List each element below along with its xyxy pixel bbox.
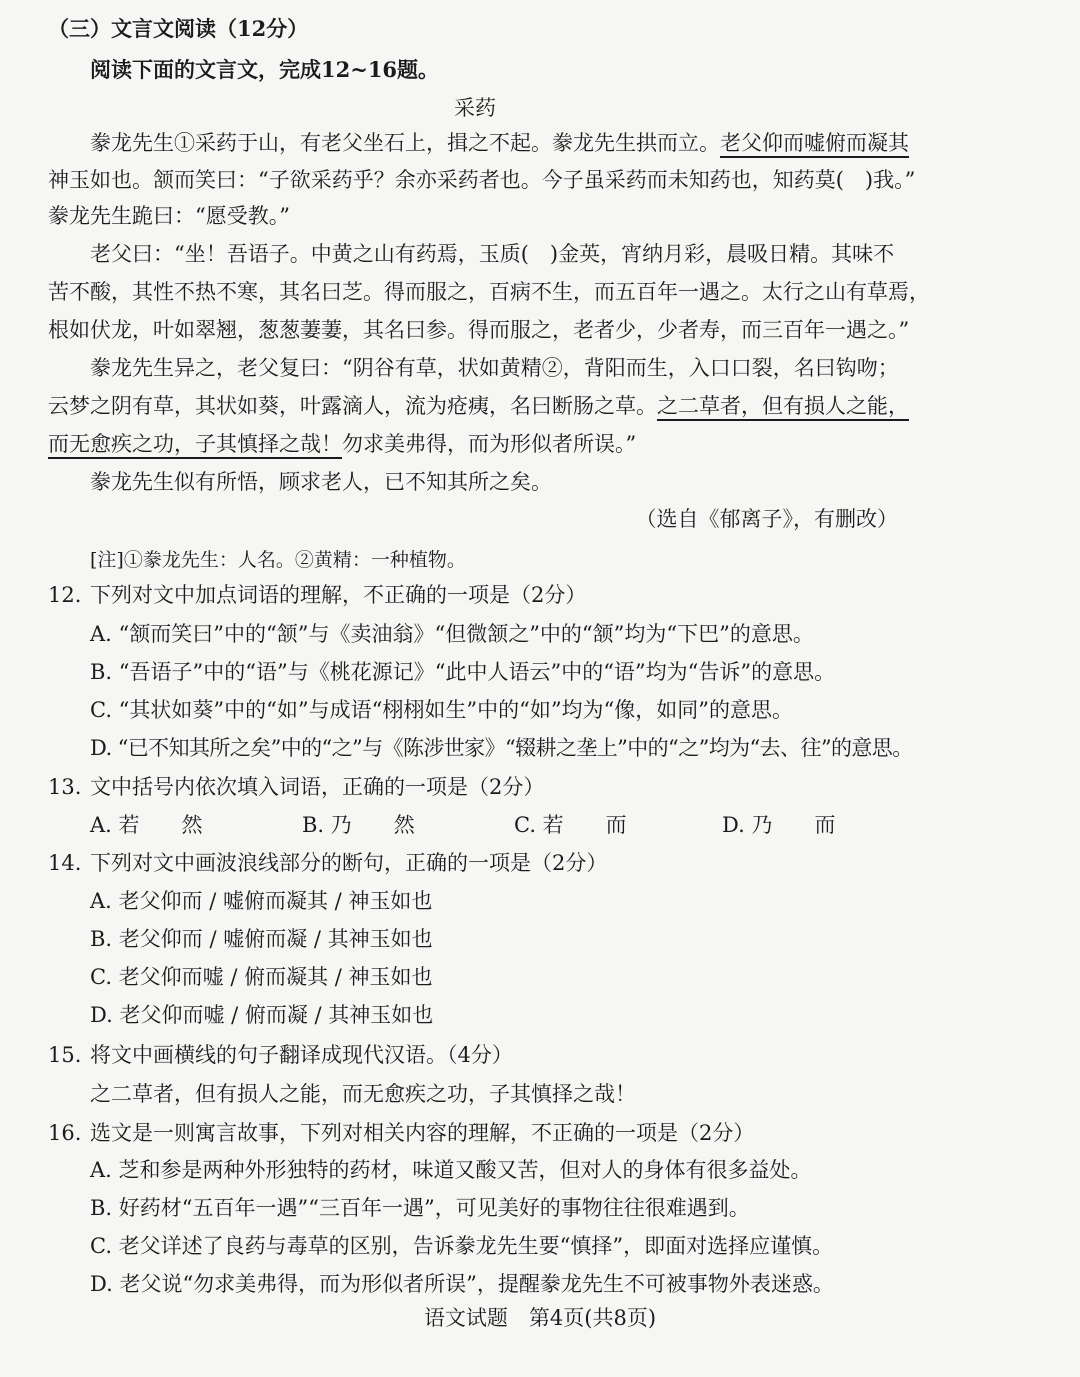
option: B. “吾语子”中的“语”与《桃花源记》“此中人语云”中的“语”均为“告诉”的意思。 — [90, 660, 836, 684]
option: B. 老父仰而 / 嘘俯而凝 / 其神玉如也 — [90, 927, 433, 951]
page-footer: 语文试题 第4页(共8页) — [423, 1306, 657, 1330]
question-number: 16. — [48, 1121, 82, 1145]
passage-line: 豢龙先生似有所悟，顾求老人，已不知其所之矣。 — [90, 470, 552, 494]
option: D. 老父说“勿求美弗得，而为形似者所误”，提醒豢龙先生不可被事物外表迷惑。 — [90, 1272, 834, 1296]
passage-line: 豢龙先生异之，老父复曰：“阴谷有草，状如黄精②，背阳而生，入口口裂，名曰钩吻； — [90, 356, 899, 380]
section-title: （三）文言文阅读（12分） — [48, 16, 309, 41]
option: C. 老父仰而嘘 / 俯而凝其 / 神玉如也 — [90, 965, 433, 989]
option: C. “其状如葵”中的“如”与成语“栩栩如生”中的“如”均为“像，如同”的意思。 — [90, 698, 794, 722]
passage-line: 老父曰：“坐！吾语子。中黄之山有药焉，玉质( )金英，宵纳月彩，晨吸日精。其味不 — [90, 242, 895, 266]
question-stem: 将文中画横线的句子翻译成现代汉语。（4分） — [90, 1043, 513, 1067]
question-number: 14. — [48, 851, 82, 875]
passage-source: （选自《郁离子》，有删改） — [635, 507, 898, 531]
passage-title: 采药 — [454, 96, 496, 120]
option: D. 乃 而 — [722, 813, 836, 837]
passage-line — [90, 128, 909, 158]
question-stem: 文中括号内依次填入词语，正确的一项是（2分） — [90, 775, 545, 799]
option: A. 芝和参是两种外形独特的药材，味道又酸又苦，但对人的身体有很多益处。 — [90, 1158, 812, 1182]
passage-line: 苦不酸，其性不热不寒，其名曰芝。得而服之，百病不生，而五百年一遇之。太行之山有草焉， — [48, 280, 930, 304]
option: D. “已不知其所之矣”中的“之”与《陈涉世家》“辍耕之垄上”中的“之”均为“去、往”的意思。 — [90, 736, 913, 760]
option: A. “颔而笑曰”中的“颔”与《卖油翁》“但微颔之”中的“颔”均为“下巴”的意思。 — [90, 622, 814, 646]
passage-line: 豢龙先生跪曰：“愿受教。” — [48, 204, 290, 228]
option: B. 乃 然 — [302, 813, 415, 837]
option: 之二草者，但有损人之能，而无愈疾之功，子其慎择之哉！ — [90, 1082, 636, 1106]
passage-text: 云梦之阴有草，其状如葵，叶露滴人，流为疮痍，名曰断肠之草。 — [48, 394, 657, 418]
passage-text: 勿求美弗得，而为形似者所误。” — [342, 432, 637, 456]
option: D. 老父仰而嘘 / 俯而凝 / 其神玉如也 — [90, 1003, 434, 1027]
wavy-underlined-text: 老父仰而嘘俯而凝其 — [720, 131, 909, 155]
passage-line: 根如伏龙，叶如翠翘，葱葱萋萋，其名曰参。得而服之，老者少，少者寿，而三百年一遇之。” — [48, 318, 910, 342]
passage-note: [注]①豢龙先生：人名。②黄精：一种植物。 — [90, 549, 466, 571]
passage-line — [48, 429, 636, 459]
option: B. 好药材“五百年一遇”“三百年一遇”，可见美好的事物往往很难遇到。 — [90, 1196, 750, 1220]
option: C. 老父详述了良药与毒草的区别，告诉豢龙先生要“慎择”，即面对选择应谨慎。 — [90, 1234, 834, 1258]
passage-line — [48, 391, 909, 421]
section-instruction: 阅读下面的文言文，完成12~16题。 — [90, 57, 440, 82]
option: A. 老父仰而 / 嘘俯而凝其 / 神玉如也 — [90, 889, 433, 913]
underlined-sentence: 而无愈疾之功，子其慎择之哉！ — [48, 432, 342, 456]
question-number: 12. — [48, 583, 82, 607]
option: A. 若 然 — [90, 813, 203, 837]
passage-line: 神玉如也。颔而笑曰：“子欲采药乎？余亦采药者也。今子虽采药而未知药也，知药莫( )我。” — [48, 168, 916, 192]
question-number: 13. — [48, 775, 82, 799]
question-stem: 下列对文中加点词语的理解，不正确的一项是（2分） — [90, 583, 587, 607]
option: C. 若 而 — [514, 813, 627, 837]
passage-text: 豢龙先生①采药于山，有老父坐石上，揖之不起。豢龙先生拱而立。 — [90, 131, 720, 155]
underlined-sentence: 之二草者，但有损人之能， — [657, 394, 909, 418]
question-stem: 选文是一则寓言故事，下列对相关内容的理解，不正确的一项是（2分） — [90, 1121, 755, 1145]
question-number: 15. — [48, 1043, 82, 1067]
question-stem: 下列对文中画波浪线部分的断句，正确的一项是（2分） — [90, 851, 608, 875]
